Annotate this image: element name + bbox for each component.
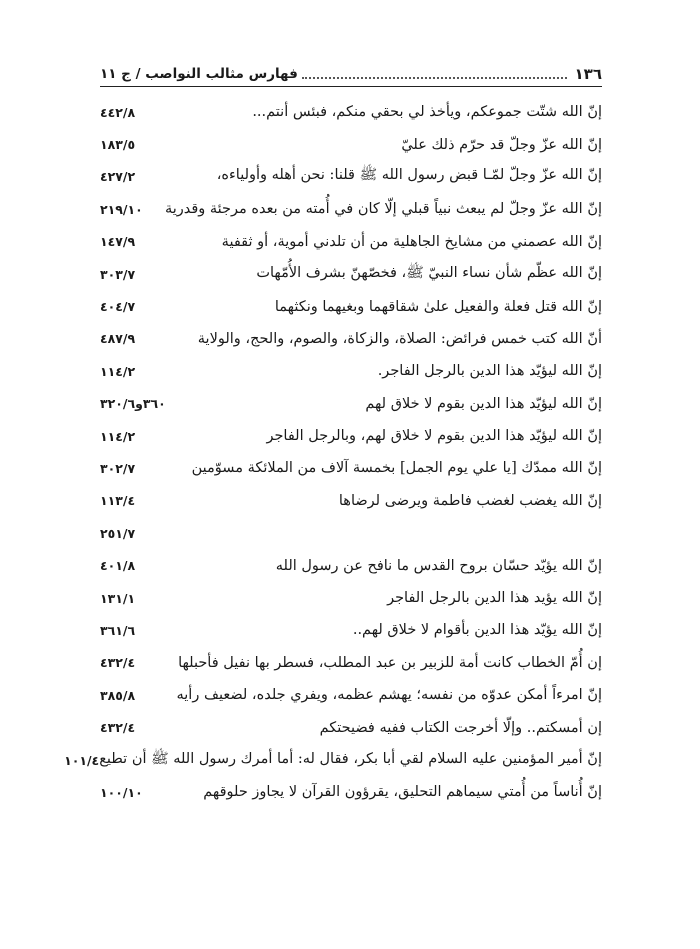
entry-reference: ٣٠٢/٧ <box>100 460 136 476</box>
entry-text: إنّ الله قتل فعلة والفعيل علىٰ شقاقهما وبغيهما ونكثهما <box>274 298 602 315</box>
index-entry <box>100 161 602 193</box>
entry-reference: ٤٨٧/٩ <box>100 331 136 347</box>
entry-text: إنّ الله يؤيّد هذا الدين بأقوام لا خلاق لهم.. <box>352 622 602 639</box>
entry-reference: ٣٦١/٦ <box>100 622 136 638</box>
index-entry <box>100 96 602 128</box>
index-entry <box>100 549 602 581</box>
entry-text: أنّ الله كتب خمس فرائض: الصلاة، والزكاة، والصوم، والحج، والولاية <box>197 330 602 347</box>
index-entry <box>100 647 602 679</box>
index-entry <box>100 420 602 452</box>
entry-text: إن أُمّ الخطاب كانت أمة للزبير بن عبد المطلب، فسطر بها نفيل فأحبلها <box>178 654 602 671</box>
dot-leader <box>302 77 567 79</box>
entry-text: إنّ امرءاً أمكن عدوّه من نفسه؛ يهشم عظمه، ويفري جلده، لضعيف رأيه <box>176 687 602 704</box>
page-number: ١٣٦ <box>574 65 602 83</box>
running-header <box>100 62 602 87</box>
index-entry <box>100 258 602 290</box>
entry-reference: ١١٤/٢ <box>100 363 136 379</box>
entry-reference: ١٠١/٤ <box>64 752 100 768</box>
running-title: فهارس مثالب النواصب / ج ١١ <box>100 66 298 82</box>
index-entry <box>100 355 602 387</box>
entry-text: إنّ الله عزّ وجلّ قد حرّم ذلك عليّ <box>401 136 602 153</box>
entry-text: إنّ الله عزّ وجلّ لم يبعث نبياً قبلي إلّا كان في أُمته من بعده مرجئة وقدرية <box>164 201 602 218</box>
entry-reference: ٣٠٣/٧ <box>100 266 136 282</box>
entry-reference: ١٠٠/١٠ <box>100 784 143 800</box>
index-entry <box>100 323 602 355</box>
index-entry <box>100 679 602 711</box>
entry-reference: ٤٠١/٨ <box>100 558 136 574</box>
entry-text: إنّ الله ممدّك [يا علي يوم الجمل] بخمسة آلاف من الملائكة مسوّمين <box>191 460 602 477</box>
entry-text: إنّ الله ليؤيّد هذا الدين بالرجل الفاجر. <box>377 363 602 380</box>
entry-text: إنّ الله عزّ وجلّ لمّـا قبض رسول الله ﷺ قلنا: نحن أهله وأولياءه، <box>216 167 602 184</box>
entry-text: إنّ الله ليؤيّد هذا الدين بقوم لا خلاق لهم <box>365 395 602 412</box>
entry-reference: ٤٣٢/٤ <box>100 720 136 736</box>
entry-reference: ٣٦٠و٣٢٠/٦ <box>100 396 166 412</box>
entry-reference: ١١٣/٤ <box>100 493 136 509</box>
entry-text: إنّ أمير المؤمنين عليه السلام لقي أبا بكر، فقال له: أما أمرك رسول الله ﷺ أن تطيع <box>99 750 602 767</box>
entry-text: إنّ الله يؤيد هذا الدين بالرجل الفاجر <box>387 590 602 607</box>
entry-text: إن أمسكتم.. وإلّا أخرجت الكتاب ففيه فضيحتكم <box>319 719 602 736</box>
entry-text: إنّ الله عصمني من مشايخ الجاهلية من أن تلدني أموية، أو ثقفية <box>221 233 602 250</box>
entry-text: إنّ الله يؤيّد حسّان بروح القدس ما نافح عن رسول الله <box>275 557 602 574</box>
entry-text: إنّ الله شتّت جموعكم، ويأخذ لي بحقي منكم، فبئس أنتم... <box>252 104 602 121</box>
index-entry <box>100 226 602 258</box>
index-entry <box>100 776 602 808</box>
index-entry <box>100 452 602 484</box>
entry-reference: ٢١٩/١٠ <box>100 201 143 217</box>
index-entry <box>100 614 602 646</box>
index-entry <box>100 485 602 517</box>
entry-reference: ١٨٣/٥ <box>100 137 136 153</box>
entry-reference: ١٤٧/٩ <box>100 234 136 250</box>
entry-text: إنّ الله يغضب لغضب فاطمة ويرضى لرضاها <box>338 492 602 509</box>
entry-reference: ٤٠٤/٧ <box>100 299 136 315</box>
index-list <box>64 96 602 809</box>
entry-text: إنّ أُناساً من أُمتي سيماهم التحليق، يقرؤون القرآن لا يجاوز حلوقهم <box>203 784 602 801</box>
entry-reference: ١٣١/١ <box>100 590 136 606</box>
index-entry <box>100 582 602 614</box>
entry-reference: ٢٥١/٧ <box>100 525 136 541</box>
entry-reference: ٣٨٥/٨ <box>100 687 136 703</box>
index-entry <box>100 711 602 743</box>
index-entry <box>100 517 602 549</box>
index-entry <box>100 388 602 420</box>
index-entry <box>100 290 602 322</box>
entry-reference: ٤٤٢/٨ <box>100 104 136 120</box>
entry-text: إنّ الله عظّم شأن نساء النبيّ ﷺ، فخصّهنّ بشرف الأُمّهات <box>256 264 602 281</box>
index-entry <box>100 128 602 160</box>
entry-text: إنّ الله ليؤيّد هذا الدين بقوم لا خلاق لهم، وبالرجل الفاجر <box>266 428 602 445</box>
index-entry <box>100 193 602 225</box>
entry-reference: ٤٢٧/٢ <box>100 169 136 185</box>
entry-reference: ٤٣٢/٤ <box>100 655 136 671</box>
entry-reference: ١١٤/٢ <box>100 428 136 444</box>
index-entry <box>64 744 602 776</box>
